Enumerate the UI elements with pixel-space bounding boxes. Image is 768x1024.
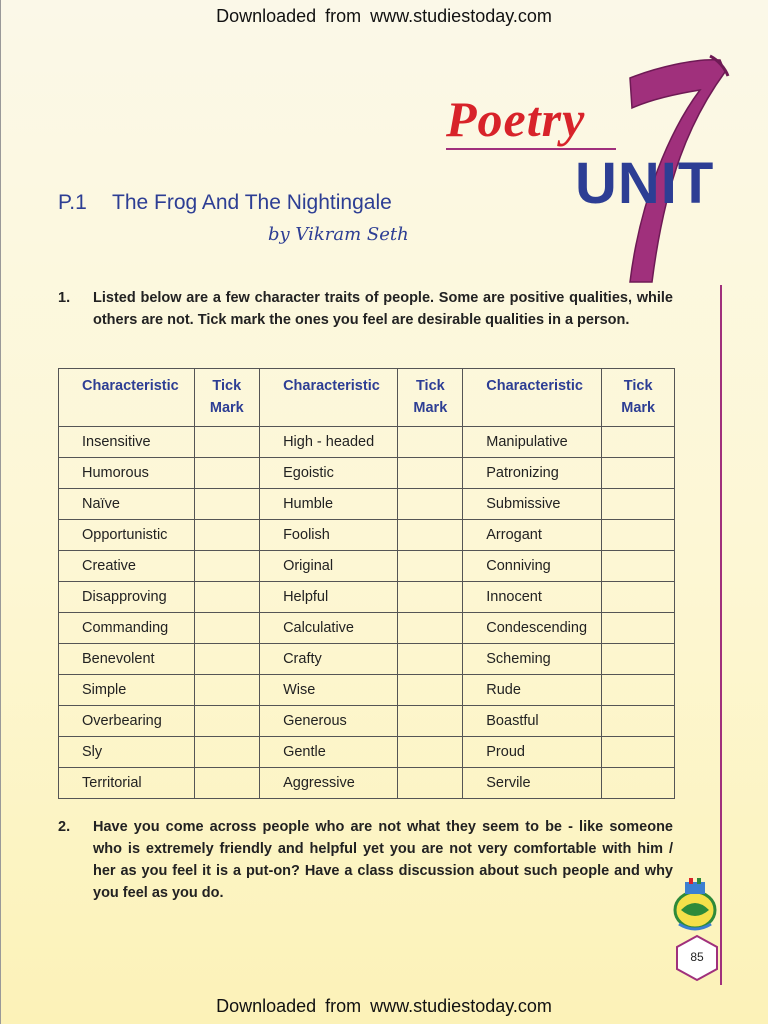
table-row (59, 427, 675, 458)
trait-cell: Generous (260, 706, 398, 737)
tick-cell[interactable] (194, 768, 260, 799)
trait-cell: Opportunistic (59, 520, 195, 551)
trait-cell: Calculative (260, 613, 398, 644)
trait-cell: Humorous (59, 458, 195, 489)
tick-cell[interactable] (194, 427, 260, 458)
trait-cell: Foolish (260, 520, 398, 551)
footer-download-text[interactable]: Downloaded from www.studiestoday.com (216, 996, 552, 1016)
tick-cell[interactable] (194, 520, 260, 551)
unit-category-title: Poetry (446, 91, 586, 147)
question-1 (58, 287, 673, 331)
board-logo-icon (671, 876, 719, 936)
table-row (59, 737, 675, 768)
trait-cell: Insensitive (59, 427, 195, 458)
table-row (59, 613, 675, 644)
trait-cell: Conniving (463, 551, 602, 582)
trait-cell: Commanding (59, 613, 195, 644)
trait-cell: Disapproving (59, 582, 195, 613)
trait-cell: Submissive (463, 489, 602, 520)
tick-cell[interactable] (602, 458, 675, 489)
tick-cell[interactable] (602, 706, 675, 737)
tick-cell[interactable] (602, 520, 675, 551)
tick-cell[interactable] (194, 458, 260, 489)
trait-cell: Overbearing (59, 706, 195, 737)
table-row (59, 551, 675, 582)
trait-cell: Gentle (260, 737, 398, 768)
trait-cell: Helpful (260, 582, 398, 613)
trait-cell: Scheming (463, 644, 602, 675)
tick-cell[interactable] (398, 768, 463, 799)
question-text: Listed below are a few character traits of people. Some are positive qualities, while others are not. Tick mark the ones you feel are desirable qualities in a person. (93, 290, 673, 328)
tick-cell[interactable] (602, 613, 675, 644)
section-number: P.1 (58, 191, 87, 214)
question-number: 2. (58, 819, 71, 835)
column-header-characteristic: Characteristic (260, 369, 398, 427)
tick-cell[interactable] (398, 551, 463, 582)
unit-label: UNIT (575, 151, 715, 216)
trait-cell: Condescending (463, 613, 602, 644)
trait-cell: Aggressive (260, 768, 398, 799)
trait-cell: Servile (463, 768, 602, 799)
tick-cell[interactable] (602, 551, 675, 582)
header-download-text[interactable]: Downloaded from www.studiestoday.com (216, 6, 552, 26)
tick-cell[interactable] (602, 582, 675, 613)
tick-cell[interactable] (398, 520, 463, 551)
trait-cell: Egoistic (260, 458, 398, 489)
tick-cell[interactable] (398, 737, 463, 768)
tick-cell[interactable] (398, 706, 463, 737)
table-row (59, 768, 675, 799)
tick-cell[interactable] (194, 551, 260, 582)
tick-cell[interactable] (398, 675, 463, 706)
tick-cell[interactable] (398, 427, 463, 458)
tick-cell[interactable] (194, 675, 260, 706)
trait-cell: Patronizing (463, 458, 602, 489)
table-row (59, 520, 675, 551)
trait-cell: Arrogant (463, 520, 602, 551)
trait-cell: Proud (463, 737, 602, 768)
table-header-row (59, 369, 675, 427)
question-2 (58, 816, 673, 904)
table-row (59, 489, 675, 520)
table-row (59, 706, 675, 737)
tick-cell[interactable] (398, 644, 463, 675)
trait-cell: High - headed (260, 427, 398, 458)
tick-cell[interactable] (398, 458, 463, 489)
tick-cell[interactable] (194, 613, 260, 644)
tick-cell[interactable] (602, 675, 675, 706)
poem-author: by Vikram Seth (268, 224, 409, 245)
column-header-characteristic: Characteristic (463, 369, 602, 427)
trait-cell: Territorial (59, 768, 195, 799)
trait-cell: Naïve (59, 489, 195, 520)
trait-cell: Innocent (463, 582, 602, 613)
trait-cell: Original (260, 551, 398, 582)
tick-cell[interactable] (602, 737, 675, 768)
question-text: Have you come across people who are not what they seem to be - like someone who is extremely friendly and helpful yet you are not very comfortable with him / her as you feel it is a put-on? Have a class discussion about such people and why you feel as you do. (93, 819, 673, 901)
tick-cell[interactable] (194, 582, 260, 613)
trait-cell: Benevolent (59, 644, 195, 675)
tick-cell[interactable] (194, 706, 260, 737)
trait-cell: Manipulative (463, 427, 602, 458)
tick-cell[interactable] (602, 427, 675, 458)
column-header-characteristic: Characteristic (59, 369, 195, 427)
column-header-tick-mark: Tick Mark (602, 369, 675, 427)
table-row (59, 644, 675, 675)
tick-cell[interactable] (194, 737, 260, 768)
trait-cell: Simple (59, 675, 195, 706)
tick-cell[interactable] (194, 644, 260, 675)
table-row (59, 675, 675, 706)
trait-cell: Creative (59, 551, 195, 582)
trait-cell: Rude (463, 675, 602, 706)
question-number: 1. (58, 290, 71, 306)
tick-cell[interactable] (398, 582, 463, 613)
character-traits-table (58, 368, 675, 799)
trait-cell: Sly (59, 737, 195, 768)
tick-cell[interactable] (398, 613, 463, 644)
column-header-tick-mark: Tick Mark (194, 369, 260, 427)
table-row (59, 582, 675, 613)
tick-cell[interactable] (602, 489, 675, 520)
margin-rule (720, 285, 722, 985)
trait-cell: Wise (260, 675, 398, 706)
table-row (59, 458, 675, 489)
trait-cell: Crafty (260, 644, 398, 675)
trait-cell: Humble (260, 489, 398, 520)
trait-cell: Boastful (463, 706, 602, 737)
page-edge-line (0, 0, 1, 1024)
column-header-tick-mark: Tick Mark (398, 369, 463, 427)
tick-cell[interactable] (194, 489, 260, 520)
section-title: The Frog And The Nightingale (112, 191, 392, 214)
tick-cell[interactable] (398, 489, 463, 520)
page-number: 85 (690, 950, 704, 964)
tick-cell[interactable] (602, 644, 675, 675)
tick-cell[interactable] (602, 768, 675, 799)
